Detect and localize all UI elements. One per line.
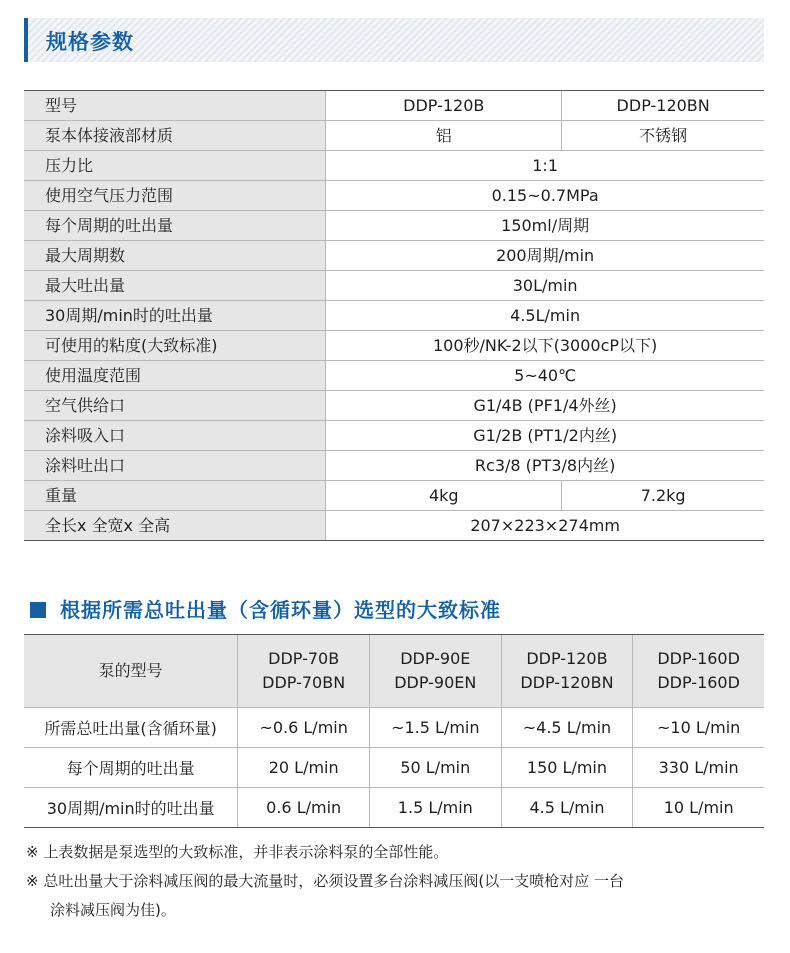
table-row	[24, 91, 764, 121]
table-row	[24, 331, 764, 361]
row-label: 最大周期数	[24, 241, 326, 271]
cell-value: ~0.6 L/min	[238, 708, 370, 748]
row-label: 最大吐出量	[24, 271, 326, 301]
header-model	[238, 635, 370, 708]
cell-value: 50 L/min	[369, 748, 501, 788]
cell-value: 4kg	[326, 481, 562, 511]
model-name-alt: DDP-90EN	[394, 673, 477, 692]
note-line-continued: 涂料减压阀为佳)。	[50, 901, 176, 919]
cell-value: 330 L/min	[633, 748, 764, 788]
row-label: 30周期/min时的吐出量	[24, 788, 238, 828]
model-name-alt: DDP-160D	[657, 673, 740, 692]
table-row	[24, 151, 764, 181]
square-bullet-icon	[30, 602, 46, 618]
selection-table	[24, 634, 764, 828]
cell-value: 0.15~0.7MPa	[326, 181, 764, 211]
model-name: DDP-120B	[526, 649, 608, 668]
notes	[26, 838, 766, 925]
cell-value: 铝	[326, 121, 562, 151]
table-row	[24, 361, 764, 391]
table-row	[24, 511, 764, 541]
cell-value: 150 L/min	[501, 748, 633, 788]
row-label: 使用空气压力范围	[24, 181, 326, 211]
table-row	[24, 241, 764, 271]
section-title-text: 根据所需总吐出量（含循环量）选型的大致标准	[60, 598, 501, 622]
row-label: 涂料吸入口	[24, 421, 326, 451]
row-label: 每个周期的吐出量	[24, 748, 238, 788]
cell-value: 1.5 L/min	[369, 788, 501, 828]
note-line: ※ 总吐出量大于涂料减压阀的最大流量时，必须设置多台涂料减压阀(以一支喷枪对应 一台	[26, 872, 624, 890]
cell-value: 4.5 L/min	[501, 788, 633, 828]
cell-value: ~1.5 L/min	[369, 708, 501, 748]
section-title-selection	[30, 594, 501, 623]
header-label: 泵的型号	[24, 635, 238, 708]
cell-value: DDP-120BN	[562, 91, 764, 121]
row-label: 压力比	[24, 151, 326, 181]
row-label: 使用温度范围	[24, 361, 326, 391]
table-row	[24, 708, 764, 748]
header-model	[633, 635, 764, 708]
cell-value: ~10 L/min	[633, 708, 764, 748]
cell-value: 200周期/min	[326, 241, 764, 271]
cell-value: ~4.5 L/min	[501, 708, 633, 748]
cell-value: 150ml/周期	[326, 211, 764, 241]
section-title-specs: 规格参数	[46, 30, 134, 54]
table-row	[24, 421, 764, 451]
cell-value: 10 L/min	[633, 788, 764, 828]
table-row	[24, 271, 764, 301]
model-name: DDP-70B	[268, 649, 340, 668]
model-name-alt: DDP-70BN	[262, 673, 346, 692]
table-header-row	[24, 635, 764, 708]
row-label: 空气供给口	[24, 391, 326, 421]
section-header	[24, 18, 764, 62]
cell-value: DDP-120B	[326, 91, 562, 121]
cell-value: 20 L/min	[238, 748, 370, 788]
row-label: 每个周期的吐出量	[24, 211, 326, 241]
table-row	[24, 211, 764, 241]
cell-value: 30L/min	[326, 271, 764, 301]
table-row	[24, 451, 764, 481]
cell-value: 100秒/NK-2以下(3000cP以下)	[326, 331, 764, 361]
table-row	[24, 788, 764, 828]
model-name: DDP-160D	[657, 649, 740, 668]
model-name: DDP-90E	[400, 649, 471, 668]
header-model	[369, 635, 501, 708]
cell-value: G1/4B (PF1/4外丝)	[326, 391, 764, 421]
table-row	[24, 301, 764, 331]
cell-value: 7.2kg	[562, 481, 764, 511]
cell-value: Rc3/8 (PT3/8内丝)	[326, 451, 764, 481]
table-row	[24, 481, 764, 511]
row-label: 涂料吐出口	[24, 451, 326, 481]
row-label: 泵本体接液部材质	[24, 121, 326, 151]
row-label: 可使用的粘度(大致标准)	[24, 331, 326, 361]
row-label: 型号	[24, 91, 326, 121]
table-row	[24, 748, 764, 788]
row-label: 所需总吐出量(含循环量)	[24, 708, 238, 748]
row-label: 30周期/min时的吐出量	[24, 301, 326, 331]
cell-value: 0.6 L/min	[238, 788, 370, 828]
spec-table	[24, 90, 764, 541]
cell-value: 4.5L/min	[326, 301, 764, 331]
model-name-alt: DDP-120BN	[520, 673, 614, 692]
header-model	[501, 635, 633, 708]
cell-value: 1:1	[326, 151, 764, 181]
row-label: 全长x 全宽x 全高	[24, 511, 326, 541]
cell-value: 5~40℃	[326, 361, 764, 391]
row-label: 重量	[24, 481, 326, 511]
table-row	[24, 391, 764, 421]
table-row	[24, 121, 764, 151]
cell-value: 不锈钢	[562, 121, 764, 151]
cell-value: 207×223×274mm	[326, 511, 764, 541]
note-line: ※ 上表数据是泵选型的大致标准，并非表示涂料泵的全部性能。	[26, 843, 449, 861]
cell-value: G1/2B (PT1/2内丝)	[326, 421, 764, 451]
table-row	[24, 181, 764, 211]
